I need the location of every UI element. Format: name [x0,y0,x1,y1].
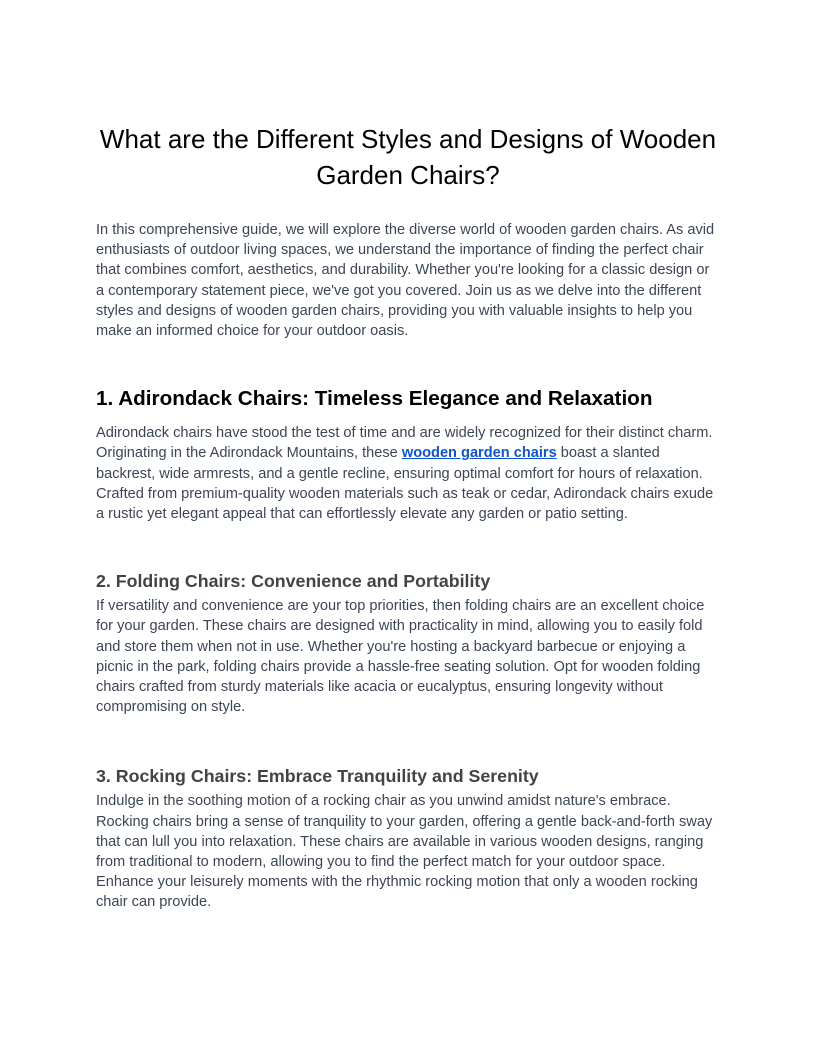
section-body: Indulge in the soothing motion of a rocking chair as you unwind amidst nature's embrace. Rocking chairs bring a sense of tranquility to your garden, offering a gentle back-and-forth sway that can lull you into relaxation. These chairs are available in various wooden designs, ranging from traditional to modern, allowing you to find the perfect match for your outdoor space. Enhance your leisurely moments with the rhythmic rocking motion that only a wooden rocking chair can provide. [96,793,713,911]
body-text-after-link: boast a slanted backrest, wide armrests, and a gentle recline, ensuring optimal comfort for hours of relaxation. Crafted from premium-quality wooden materials such as teak or cedar, Adirondack chairs exude a rustic yet elegant appeal that can effortlessly elevate any garden or patio setting. [96,445,714,523]
body-text-before-link: Adirondack chairs have stood the test of time and are widely recognized for their distinct charm. Originating in the Adirondack Mountains, these [96,425,713,462]
page-title: What are the Different Styles and Designs of Wooden Garden Chairs? [99,124,717,190]
wooden-garden-chairs-link[interactable]: wooden garden chairs [401,445,557,462]
section-heading: 3. Rocking Chairs: Embrace Tranquility and Serenity [96,766,539,787]
section-heading: 2. Folding Chairs: Convenience and Portability [96,571,491,592]
section-folding [96,568,720,717]
section-adirondack [96,384,720,524]
section-body [96,423,720,524]
intro-paragraph: In this comprehensive guide, we will explore the diverse world of wooden garden chairs. As avid enthusiasts of outdoor living spaces, we understand the importance of finding the perfect chair that combines comfort, aesthetics, and durability. Whether you're looking for a classic design or a contemporary statement piece, we've got you covered. Join us as we delve into the different styles and designs of wooden garden chairs, providing you with valuable insights to help you make an informed choice for your outdoor oasis. [96,222,715,340]
document-page [96,0,720,913]
section-rocking [96,763,720,912]
section-heading: 1. Adirondack Chairs: Timeless Elegance and Relaxation [96,387,653,411]
section-body: If versatility and convenience are your top priorities, then folding chairs are an excellent choice for your garden. These chairs are designed with practicality in mind, allowing you to easily fold and store them when not in use. Whether you're hosting a backyard barbecue or enjoying a picnic in the park, folding chairs provide a hassle-free seating solution. Opt for wooden folding chairs crafted from sturdy materials like acacia or eucalyptus, ensuring longevity without compromising on style. [96,598,705,716]
